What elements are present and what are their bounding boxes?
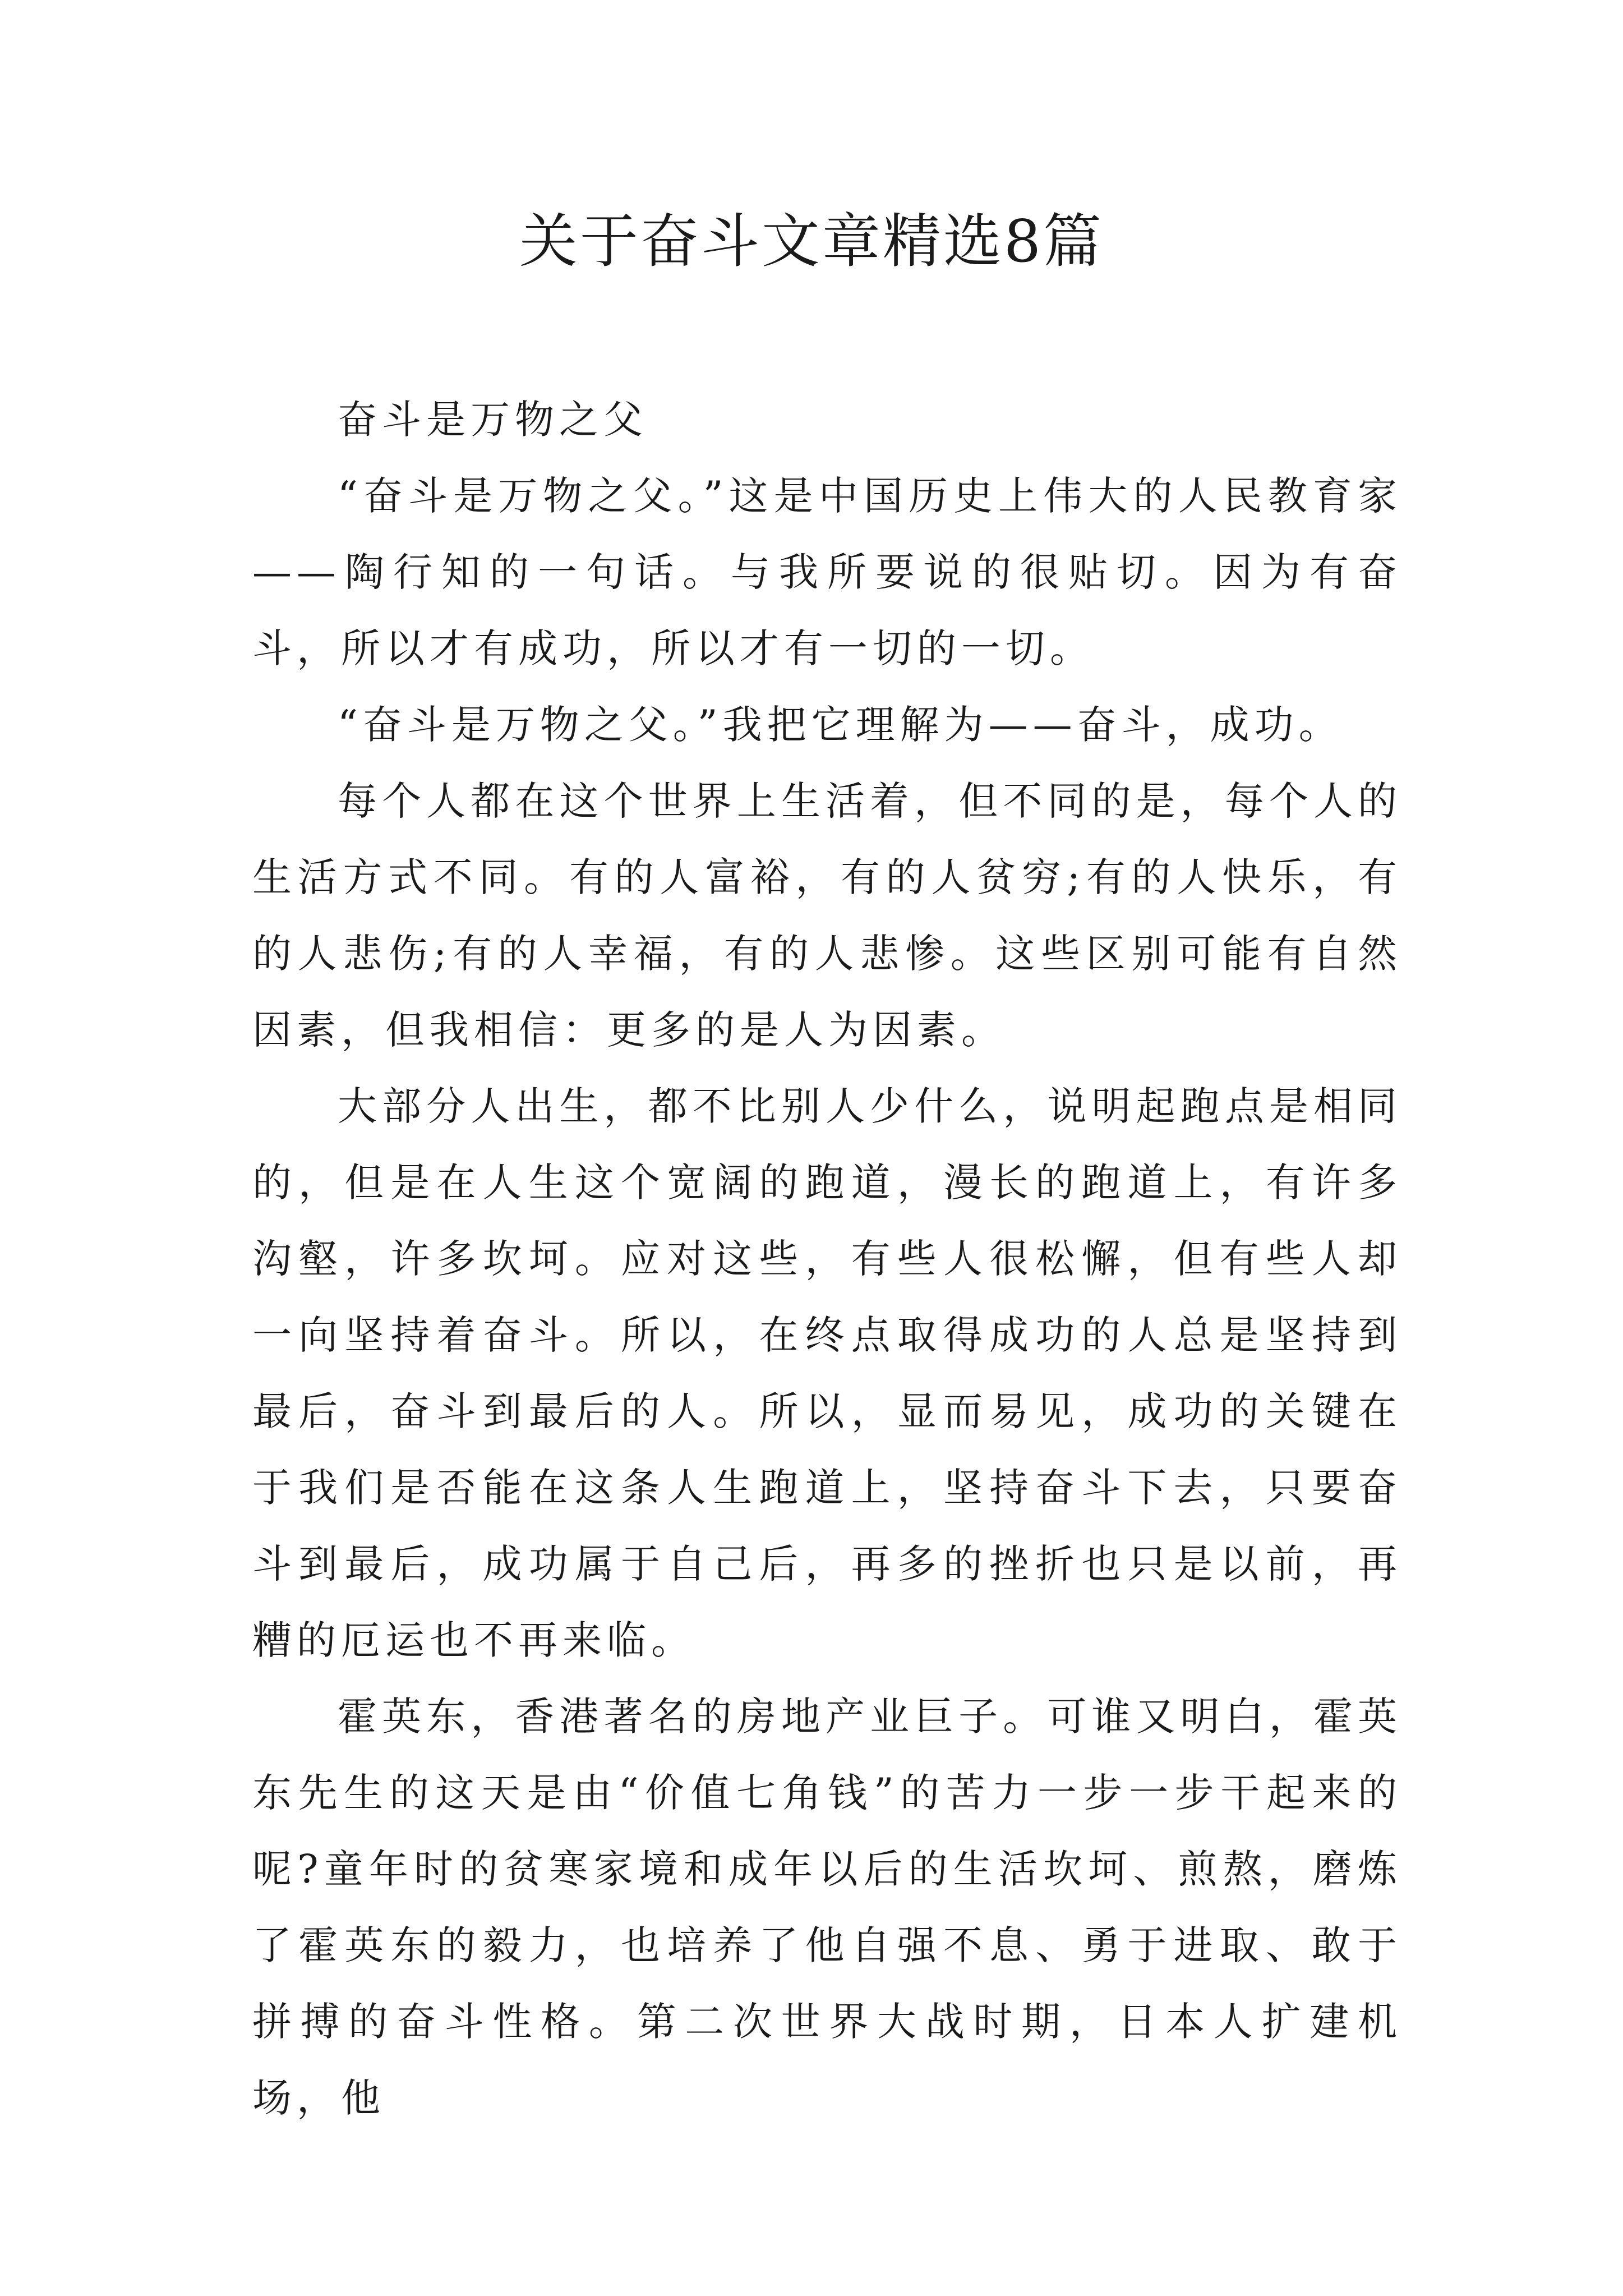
document-title: 关于奋斗文章精选8篇 [519, 207, 1104, 275]
paragraph: 每个人都在这个世界上生活着，但不同的是，每个人的生活方式不同。有的人富裕，有的人贫穷;有的人快乐，有的人悲伤;有的人幸福，有的人悲惨。这些区别可能有自然因素，但我相信：更多的是人为因素。 [252, 778, 1402, 1053]
document-body [252, 381, 1402, 2136]
paragraph: “奋斗是万物之父。”这是中国历史上伟大的人民教育家——陶行知的一句话。与我所要说的很贴切。因为有奋斗，所以才有成功，所以才有一切的一切。 [252, 473, 1402, 671]
paragraph-subtitle: 奋斗是万物之父 [338, 397, 648, 443]
paragraph: 霍英东，香港著名的房地产业巨子。可谁又明白，霍英东先生的这天是由“价值七角钱”的苦力一步一步干起来的呢?童年时的贫寒家境和成年以后的生活坎坷、煎熬，磨炼了霍英东的毅力，也培养了他自强不息、勇于进取、敢于拼搏的奋斗性格。第二次世界大战时期，日本人扩建机场，他 [252, 1694, 1402, 2121]
paragraph: 大部分人出生，都不比别人少什么，说明起跑点是相同的，但是在人生这个宽阔的跑道，漫长的跑道上，有许多沟壑，许多坎坷。应对这些，有些人很松懈，但有些人却一向坚持着奋斗。所以，在终点取得成功的人总是坚持到最后，奋斗到最后的人。所以，显而易见，成功的关键在于我们是否能在这条人生跑道上，坚持奋斗下去，只要奋斗到最后，成功属于自己后，再多的挫折也只是以前，再糟的厄运也不再来临。 [252, 1083, 1402, 1663]
paragraph: “奋斗是万物之父。”我把它理解为——奋斗，成功。 [338, 702, 1343, 748]
